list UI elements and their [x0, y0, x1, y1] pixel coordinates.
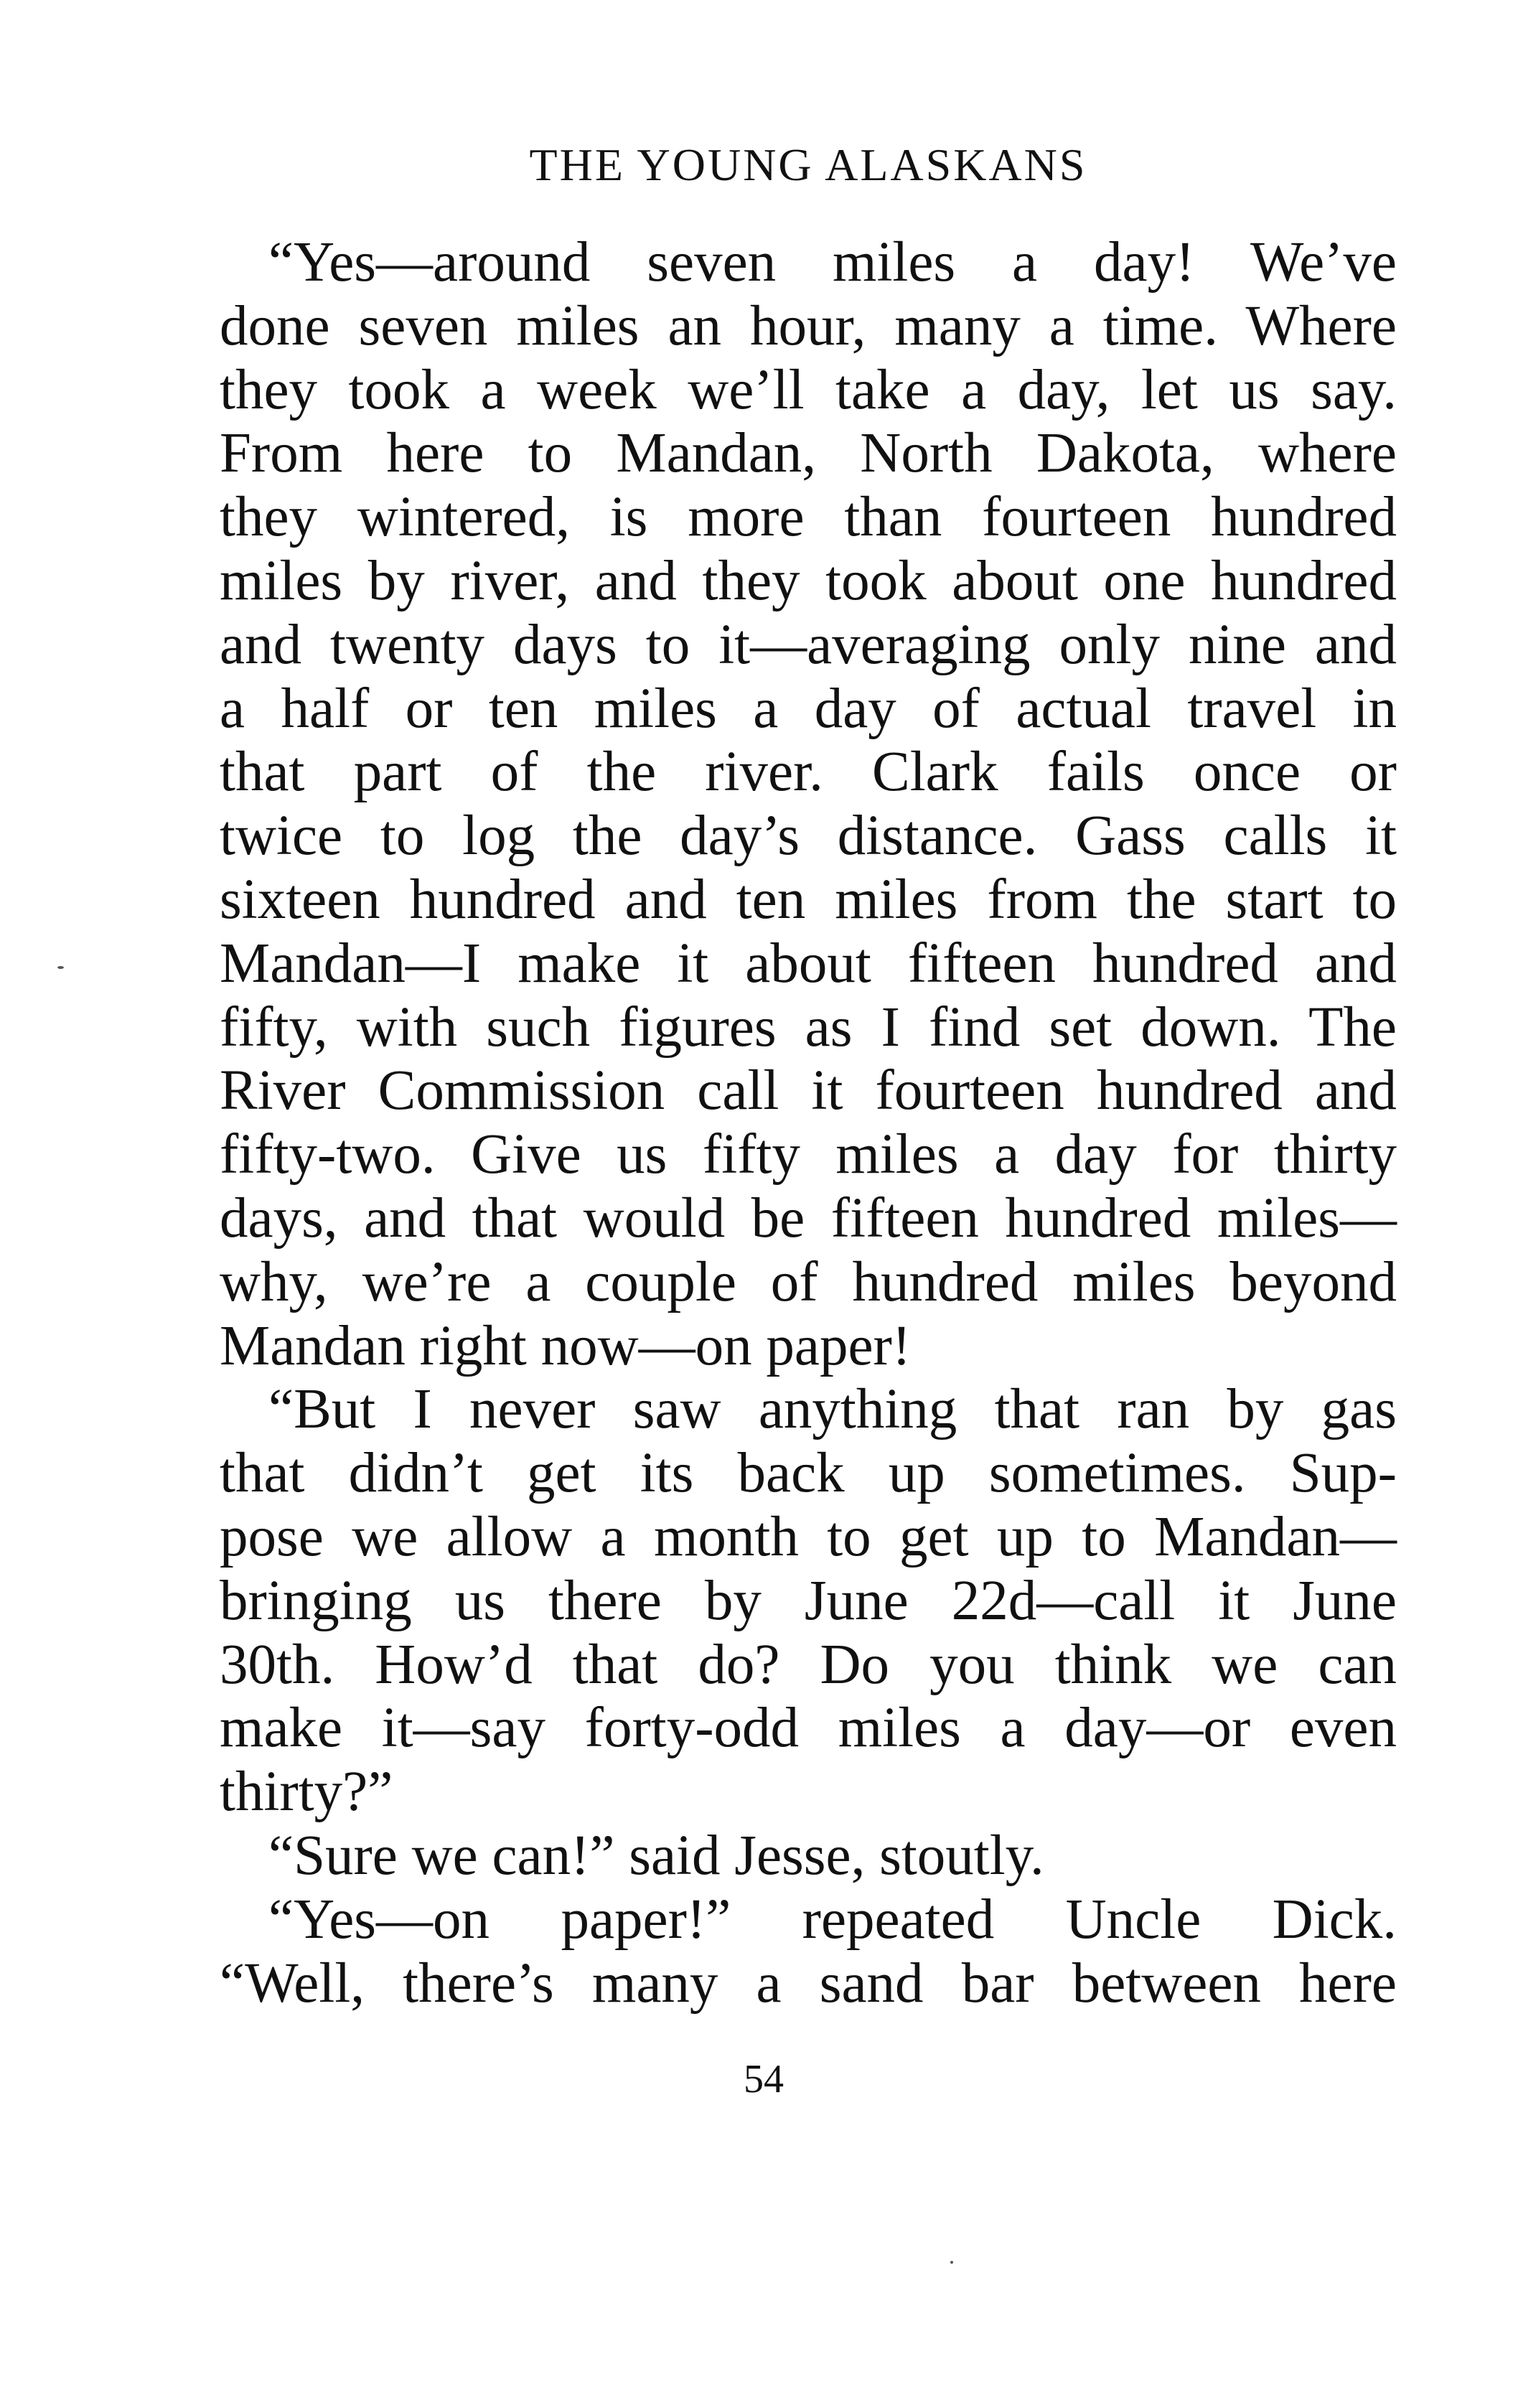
text-line: sixteen hundred and ten miles from the start to [220, 868, 1397, 931]
scan-speck [57, 966, 64, 969]
page-number: 54 [744, 2057, 784, 2102]
text-line: make it—say forty-odd miles a day—or even [220, 1697, 1397, 1760]
text-line: “Yes—around seven miles a day! We’ve [268, 231, 1397, 294]
text-line: “But I never saw anything that ran by gas [268, 1378, 1397, 1441]
text-line: thirty?” [220, 1761, 393, 1824]
text-line: they took a week we’ll take a day, let us say. [220, 358, 1397, 421]
text-line: done seven miles an hour, many a time. Where [220, 294, 1397, 357]
text-line: Mandan—I make it about fifteen hundred and [220, 932, 1397, 995]
text-line: and twenty days to it—averaging only nine and [220, 613, 1397, 676]
body-text [220, 231, 1397, 2015]
text-line: bringing us there by June 22d—call it June [220, 1569, 1397, 1632]
text-line: “Well, there’s many a sand bar between here [220, 1952, 1397, 2015]
text-line: pose we allow a month to get up to Mandan— [220, 1505, 1397, 1568]
text-line: a half or ten miles a day of actual travel in [220, 677, 1397, 740]
text-line: they wintered, is more than fourteen hundred [220, 486, 1397, 549]
text-line: “Sure we can!” said Jesse, stoutly. [268, 1824, 1044, 1887]
text-line: why, we’re a couple of hundred miles beyond [220, 1250, 1397, 1313]
running-head: THE YOUNG ALASKANS [529, 139, 1087, 190]
text-line: twice to log the day’s distance. Gass calls it [220, 805, 1397, 868]
text-line: 30th. How’d that do? Do you think we can [220, 1633, 1397, 1696]
text-line: miles by river, and they took about one hundred [220, 549, 1397, 612]
text-line: that didn’t get its back up sometimes. Sup- [220, 1442, 1397, 1505]
text-line: River Commission call it fourteen hundred and [220, 1059, 1397, 1123]
scan-speck [950, 2261, 953, 2264]
text-line: days, and that would be fifteen hundred miles— [220, 1186, 1397, 1250]
text-line: fifty, with such figures as I find set down. The [220, 995, 1397, 1059]
text-line: “Yes—on paper!” repeated Uncle Dick. [268, 1888, 1397, 1951]
text-line: From here to Mandan, North Dakota, where [220, 422, 1397, 485]
text-line: that part of the river. Clark fails once or [220, 741, 1397, 804]
text-line: Mandan right now—on paper! [220, 1314, 912, 1377]
text-line: fifty-two. Give us fifty miles a day for thirty [220, 1123, 1397, 1186]
